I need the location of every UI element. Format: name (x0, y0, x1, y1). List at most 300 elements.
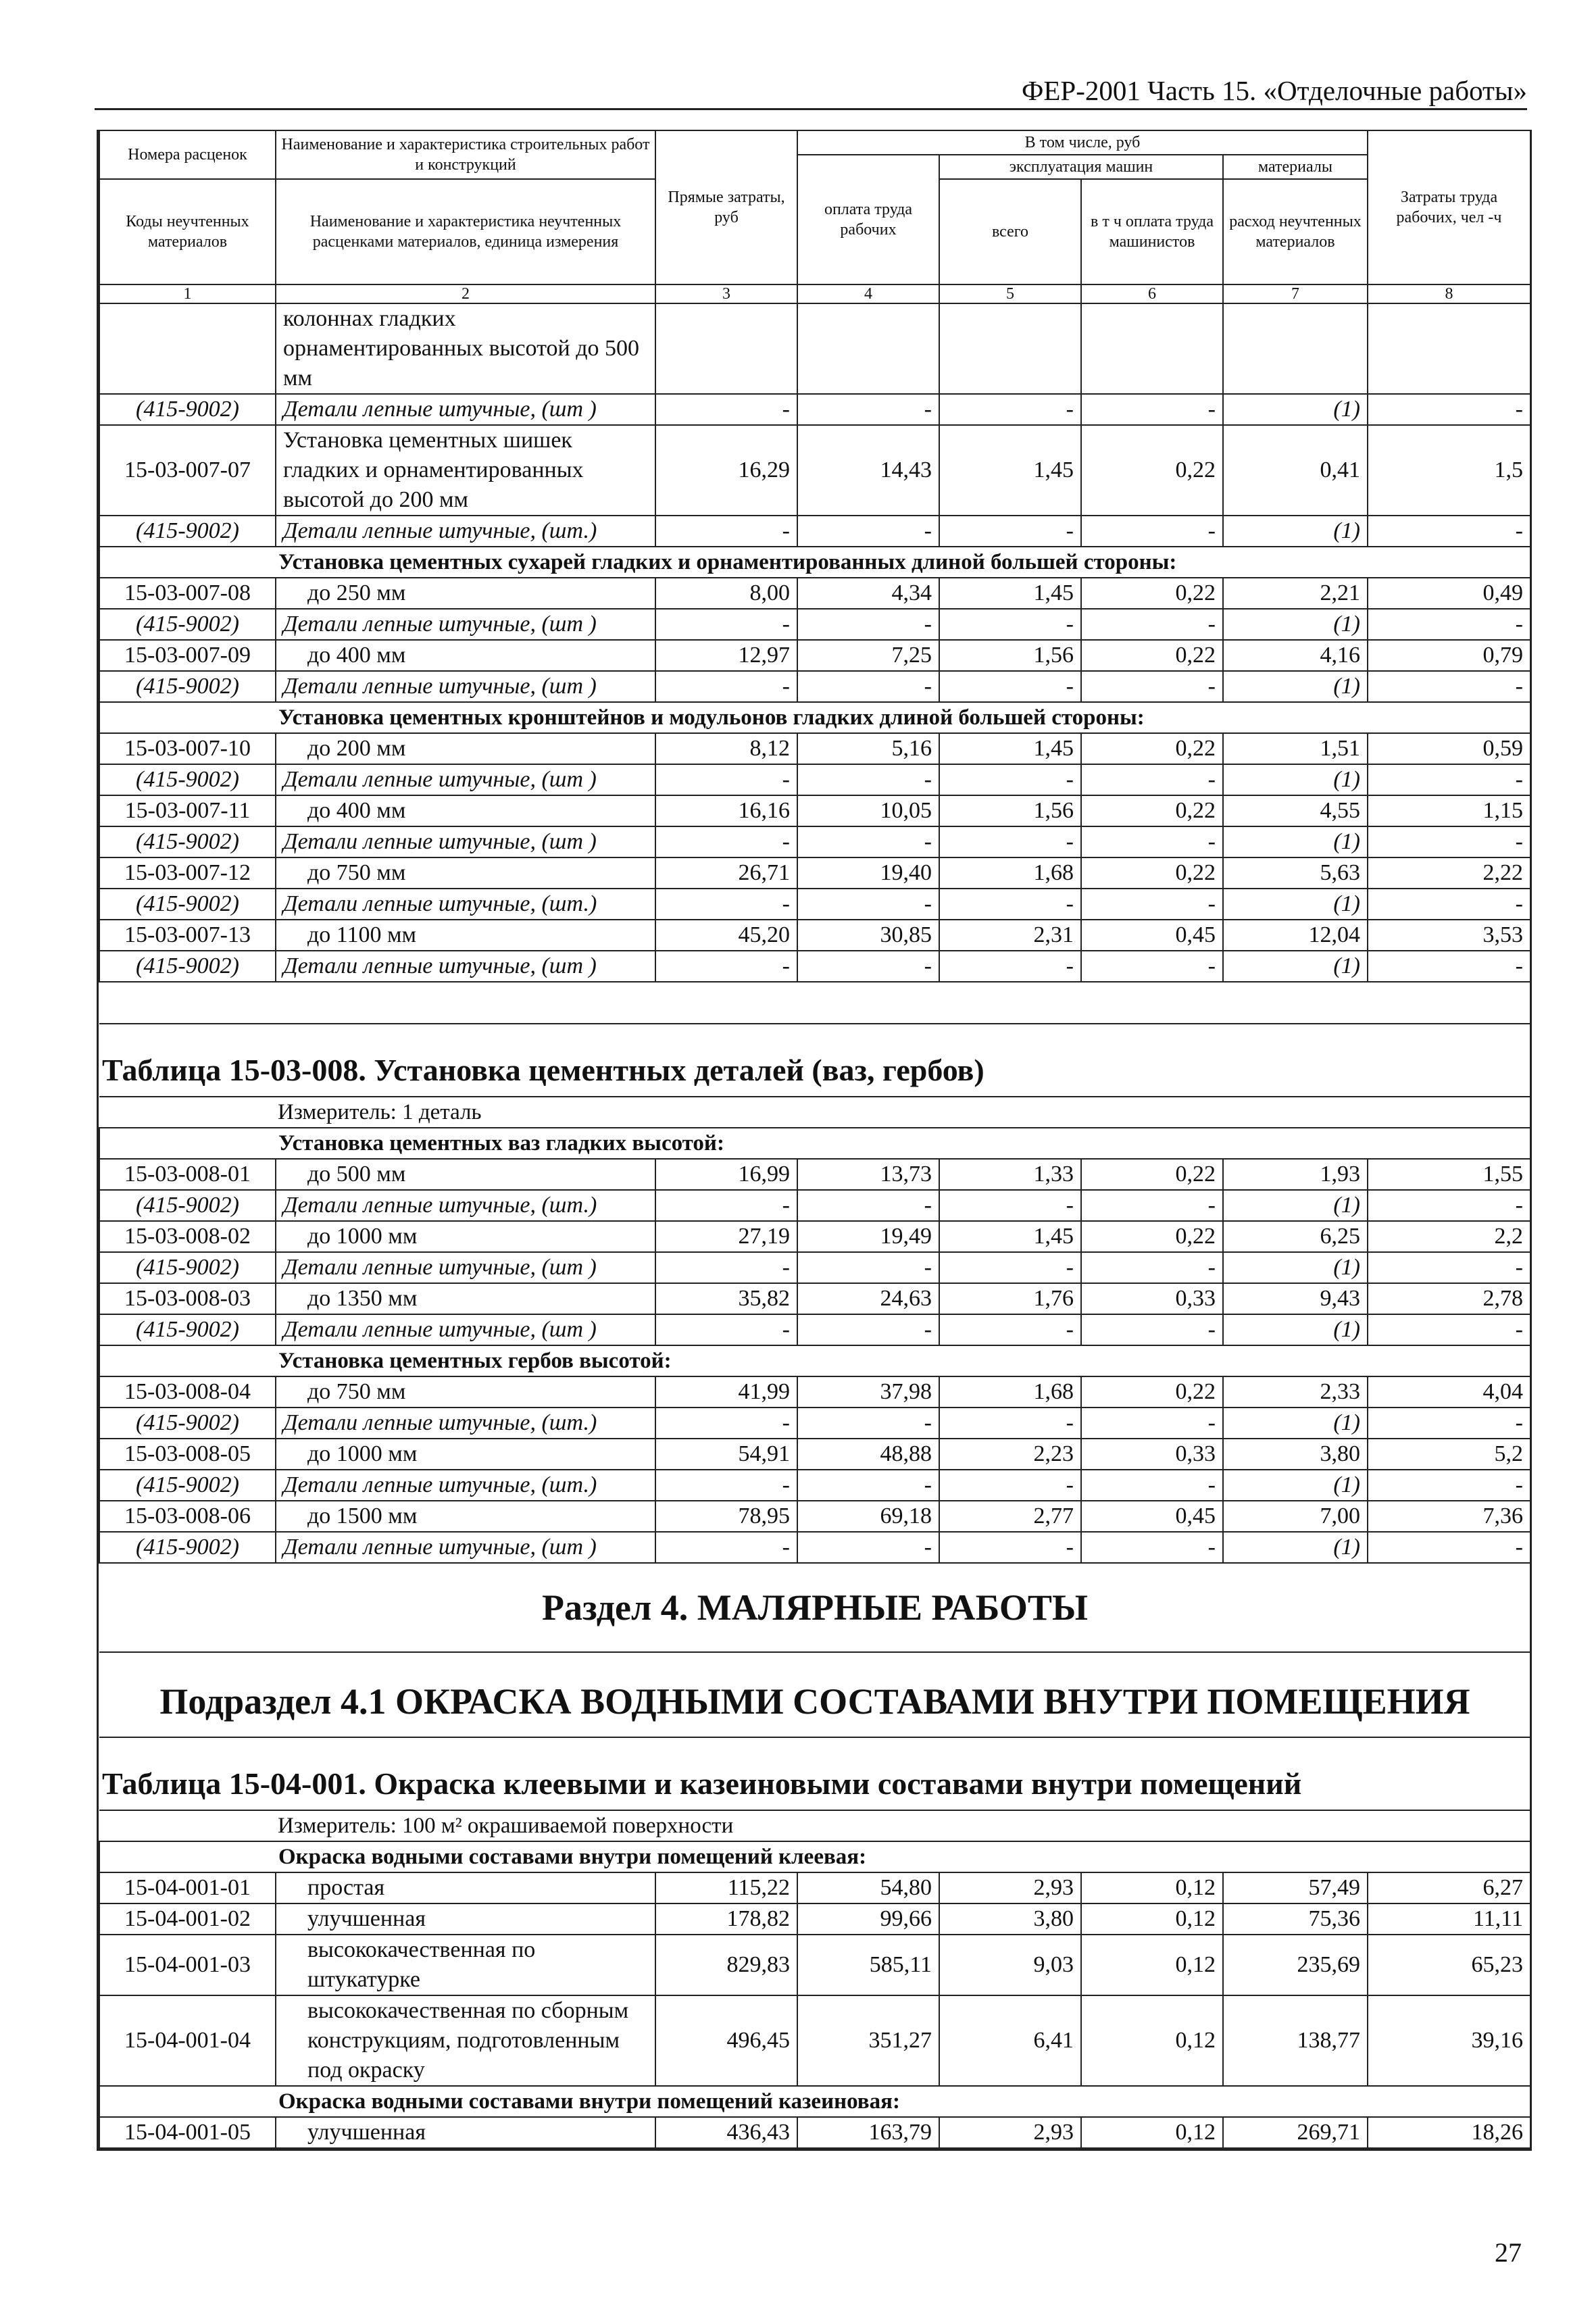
material-code-row (99, 1314, 1530, 1345)
code-cell: 15-03-008-01 (99, 1159, 276, 1190)
value-cell: 7,25 (797, 640, 939, 671)
value-cell: 48,88 (797, 1439, 939, 1470)
group-heading: Установка цементных гербов высотой: (99, 1345, 1530, 1376)
code-cell: 15-03-007-10 (99, 733, 276, 764)
page-number: 27 (1495, 2237, 1522, 2268)
value-cell: 10,05 (797, 795, 939, 826)
material-code-row (99, 1190, 1530, 1221)
value-cell: 0,12 (1081, 1935, 1223, 1995)
code-cell: 15-04-001-02 (99, 1903, 276, 1935)
name-cell: до 250 мм (276, 578, 655, 609)
value-cell: (1) (1223, 1314, 1368, 1345)
code-cell: (415-9002) (99, 951, 276, 982)
table-body (99, 303, 1530, 2148)
name-cell: Детали лепные штучные, (шт.) (276, 1190, 655, 1221)
value-cell: 9,03 (939, 1935, 1081, 1995)
value-cell (1368, 303, 1530, 394)
material-code-row (99, 764, 1530, 795)
value-cell: 115,22 (655, 1872, 797, 1903)
value-cell: - (655, 609, 797, 640)
value-cell: 19,49 (797, 1221, 939, 1252)
value-cell: - (1368, 951, 1530, 982)
name-cell: Детали лепные штучные, (шт.) (276, 889, 655, 920)
value-cell: 8,12 (655, 733, 797, 764)
value-cell: - (655, 951, 797, 982)
value-cell: - (1368, 516, 1530, 547)
value-cell: (1) (1223, 826, 1368, 857)
value-cell: (1) (1223, 609, 1368, 640)
value-cell: 0,22 (1081, 1221, 1223, 1252)
value-cell: 1,45 (939, 733, 1081, 764)
value-cell: - (655, 394, 797, 425)
value-cell: - (1368, 764, 1530, 795)
material-code-row (99, 1532, 1530, 1563)
value-cell: - (939, 951, 1081, 982)
value-cell: - (1081, 764, 1223, 795)
name-cell: высококачественная по штукатурке (276, 1935, 655, 1995)
value-cell: 585,11 (797, 1935, 939, 1995)
value-cell: 5,16 (797, 733, 939, 764)
value-cell: 1,76 (939, 1283, 1081, 1314)
col-number: 2 (276, 284, 655, 303)
rate-row (99, 1159, 1530, 1190)
value-cell: 54,91 (655, 1439, 797, 1470)
rate-row (99, 1935, 1530, 1995)
name-cell: до 500 мм (276, 1159, 655, 1190)
value-cell: 19,40 (797, 857, 939, 889)
value-cell: 24,63 (797, 1283, 939, 1314)
value-cell: 26,71 (655, 857, 797, 889)
rate-row (99, 1439, 1530, 1470)
group-heading-row (99, 702, 1530, 733)
value-cell: - (797, 889, 939, 920)
value-cell: 0,22 (1081, 733, 1223, 764)
value-cell: 269,71 (1223, 2117, 1368, 2148)
value-cell: 4,55 (1223, 795, 1368, 826)
value-cell: 2,2 (1368, 1221, 1530, 1252)
value-cell (797, 303, 939, 394)
material-code-row (99, 516, 1530, 547)
code-cell: (415-9002) (99, 1532, 276, 1563)
value-cell: 16,29 (655, 425, 797, 516)
col-name: Наименование и характеристика строительных работ и конструкций (276, 130, 655, 179)
name-cell: Детали лепные штучные, (шт ) (276, 671, 655, 702)
name-cell: до 750 мм (276, 1376, 655, 1408)
group-heading-row (99, 1128, 1530, 1159)
table-title-row (99, 1737, 1530, 1810)
rates-document (97, 130, 1532, 2151)
value-cell: 13,73 (797, 1159, 939, 1190)
name-cell: до 200 мм (276, 733, 655, 764)
value-cell: - (939, 826, 1081, 857)
name-cell: улучшенная (276, 1903, 655, 1935)
code-cell: 15-03-007-13 (99, 920, 276, 951)
value-cell: - (1368, 1470, 1530, 1501)
col-machines: эксплуатация машин (939, 155, 1223, 179)
col-number: 1 (99, 284, 276, 303)
value-cell: 1,15 (1368, 795, 1530, 826)
section-title: Раздел 4. МАЛЯРНЫЕ РАБОТЫ (99, 1563, 1530, 1652)
value-cell: - (939, 1190, 1081, 1221)
value-cell: 138,77 (1223, 1995, 1368, 2086)
name-cell: до 1000 мм (276, 1439, 655, 1470)
col-mach-wage: в т ч оплата труда машинистов (1081, 179, 1223, 284)
value-cell: - (939, 1408, 1081, 1439)
value-cell: - (939, 1532, 1081, 1563)
value-cell: 12,97 (655, 640, 797, 671)
value-cell: 1,45 (939, 425, 1081, 516)
value-cell: 1,55 (1368, 1159, 1530, 1190)
code-cell: 15-03-008-05 (99, 1439, 276, 1470)
measure-line-row (99, 1097, 1530, 1128)
value-cell: 0,12 (1081, 1872, 1223, 1903)
code-cell: (415-9002) (99, 516, 276, 547)
value-cell: 3,53 (1368, 920, 1530, 951)
value-cell: 1,68 (939, 857, 1081, 889)
value-cell: - (1368, 1252, 1530, 1283)
name-cell: колоннах гладких орнаментированных высотой до 500 мм (276, 303, 655, 394)
value-cell: 2,78 (1368, 1283, 1530, 1314)
col-number: 4 (797, 284, 939, 303)
value-cell: 69,18 (797, 1501, 939, 1532)
value-cell: - (797, 516, 939, 547)
code-cell: 15-03-007-07 (99, 425, 276, 516)
table-title-row (99, 1024, 1530, 1097)
value-cell: - (939, 516, 1081, 547)
value-cell: - (1368, 826, 1530, 857)
value-cell: - (939, 1470, 1081, 1501)
value-cell: - (797, 951, 939, 982)
code-cell: (415-9002) (99, 1190, 276, 1221)
value-cell: - (1081, 1314, 1223, 1345)
value-cell: 163,79 (797, 2117, 939, 2148)
value-cell: 0,79 (1368, 640, 1530, 671)
rate-row (99, 857, 1530, 889)
value-cell: - (1081, 951, 1223, 982)
value-cell: - (1368, 889, 1530, 920)
col-labor: Затраты труда рабочих, чел -ч (1368, 130, 1530, 284)
value-cell (655, 303, 797, 394)
value-cell: - (939, 609, 1081, 640)
name-cell: Детали лепные штучные, (шт ) (276, 951, 655, 982)
name-cell: до 1350 мм (276, 1283, 655, 1314)
value-cell: 1,45 (939, 1221, 1081, 1252)
value-cell: 1,56 (939, 640, 1081, 671)
col-direct: Прямые затраты, руб (655, 130, 797, 284)
value-cell: - (655, 516, 797, 547)
code-cell: (415-9002) (99, 609, 276, 640)
code-cell: (415-9002) (99, 1314, 276, 1345)
col-incl: В том числе, руб (797, 130, 1368, 155)
col-name-unacc: Наименование и характеристика неучтенных расценками материалов, единица измерения (276, 179, 655, 284)
value-cell (1223, 303, 1368, 394)
value-cell: - (1368, 1532, 1530, 1563)
value-cell: - (1368, 671, 1530, 702)
value-cell: - (655, 671, 797, 702)
value-cell: 0,22 (1081, 1376, 1223, 1408)
material-code-row (99, 609, 1530, 640)
name-cell: Детали лепные штучные, (шт.) (276, 516, 655, 547)
code-cell: 15-03-007-11 (99, 795, 276, 826)
value-cell: 1,51 (1223, 733, 1368, 764)
value-cell: 0,33 (1081, 1439, 1223, 1470)
col-mat-use: расход неучтенных материалов (1223, 179, 1368, 284)
value-cell: - (939, 394, 1081, 425)
value-cell: 0,59 (1368, 733, 1530, 764)
value-cell: 12,04 (1223, 920, 1368, 951)
col-codes: Коды неучтенных материалов (99, 179, 276, 284)
table-title: Таблица 15-03-008. Установка цементных деталей (ваз, гербов) (99, 1024, 1530, 1097)
measure-line: Измеритель: 100 м² окрашиваемой поверхности (99, 1810, 1530, 1841)
code-cell: 15-03-007-08 (99, 578, 276, 609)
value-cell: 0,12 (1081, 1995, 1223, 2086)
value-cell: 178,82 (655, 1903, 797, 1935)
rate-row (99, 1221, 1530, 1252)
spacer-row (99, 982, 1530, 1024)
value-cell: 0,22 (1081, 795, 1223, 826)
rate-row (99, 733, 1530, 764)
value-cell: 0,45 (1081, 920, 1223, 951)
value-cell: - (655, 1190, 797, 1221)
value-cell: - (655, 1532, 797, 1563)
value-cell: 7,00 (1223, 1501, 1368, 1532)
value-cell: 5,63 (1223, 857, 1368, 889)
name-cell: Детали лепные штучные, (шт ) (276, 394, 655, 425)
name-cell: Детали лепные штучные, (шт.) (276, 1408, 655, 1439)
material-code-row (99, 889, 1530, 920)
value-cell: 351,27 (797, 1995, 939, 2086)
code-cell: 15-03-008-04 (99, 1376, 276, 1408)
value-cell: 3,80 (939, 1903, 1081, 1935)
value-cell: - (939, 764, 1081, 795)
code-cell: (415-9002) (99, 764, 276, 795)
group-heading: Установка цементных сухарей гладких и орнаментированных длиной большей стороны: (99, 547, 1530, 578)
value-cell: 7,36 (1368, 1501, 1530, 1532)
value-cell: 35,82 (655, 1283, 797, 1314)
name-cell: Детали лепные штучные, (шт ) (276, 764, 655, 795)
code-cell: 15-03-008-06 (99, 1501, 276, 1532)
value-cell: - (797, 1252, 939, 1283)
name-cell: до 1500 мм (276, 1501, 655, 1532)
value-cell: (1) (1223, 951, 1368, 982)
value-cell: - (797, 1532, 939, 1563)
rate-row (99, 425, 1530, 516)
value-cell: 45,20 (655, 920, 797, 951)
value-cell: 4,16 (1223, 640, 1368, 671)
value-cell: - (1368, 1314, 1530, 1345)
material-code-row (99, 1408, 1530, 1439)
value-cell: 99,66 (797, 1903, 939, 1935)
group-heading: Окраска водными составами внутри помещений казеиновая: (99, 2086, 1530, 2117)
value-cell: - (1368, 1408, 1530, 1439)
code-cell: 15-03-008-02 (99, 1221, 276, 1252)
rate-row (99, 920, 1530, 951)
value-cell: 0,49 (1368, 578, 1530, 609)
code-cell: 15-04-001-01 (99, 1872, 276, 1903)
value-cell: (1) (1223, 889, 1368, 920)
value-cell: 8,00 (655, 578, 797, 609)
value-cell: 4,04 (1368, 1376, 1530, 1408)
value-cell: - (797, 1314, 939, 1345)
code-cell: (415-9002) (99, 394, 276, 425)
value-cell: - (939, 1314, 1081, 1345)
value-cell: - (797, 671, 939, 702)
name-cell: Детали лепные штучные, (шт ) (276, 609, 655, 640)
value-cell: - (1081, 1470, 1223, 1501)
material-code-row (99, 394, 1530, 425)
section-title-row (99, 1563, 1530, 1652)
value-cell: - (939, 1252, 1081, 1283)
value-cell: - (1081, 394, 1223, 425)
rate-row (99, 578, 1530, 609)
spacer-cell (99, 982, 1530, 1024)
value-cell (939, 303, 1081, 394)
value-cell: 1,56 (939, 795, 1081, 826)
value-cell: (1) (1223, 1408, 1368, 1439)
value-cell: 0,12 (1081, 1903, 1223, 1935)
running-header: ФЕР-2001 Часть 15. «Отделочные работы» (95, 73, 1527, 110)
value-cell: 57,49 (1223, 1872, 1368, 1903)
table-row (99, 303, 1530, 394)
value-cell: - (797, 764, 939, 795)
name-cell: до 1100 мм (276, 920, 655, 951)
value-cell: 0,22 (1081, 1159, 1223, 1190)
value-cell: 3,80 (1223, 1439, 1368, 1470)
value-cell: - (1081, 609, 1223, 640)
table-title: Таблица 15-04-001. Окраска клеевыми и казеиновыми составами внутри помещений (99, 1737, 1530, 1810)
name-cell: Детали лепные штучные, (шт ) (276, 826, 655, 857)
value-cell: 2,93 (939, 2117, 1081, 2148)
value-cell: - (1081, 1408, 1223, 1439)
value-cell: - (1081, 1252, 1223, 1283)
col-wage: оплата труда рабочих (797, 155, 939, 284)
name-cell: до 750 мм (276, 857, 655, 889)
value-cell: - (1368, 609, 1530, 640)
name-cell: Детали лепные штучные, (шт ) (276, 1314, 655, 1345)
value-cell: - (655, 1252, 797, 1283)
value-cell: 0,22 (1081, 857, 1223, 889)
value-cell: 2,77 (939, 1501, 1081, 1532)
value-cell: 496,45 (655, 1995, 797, 2086)
rate-row (99, 1872, 1530, 1903)
measure-line: Измеритель: 1 деталь (99, 1097, 1530, 1128)
value-cell: 41,99 (655, 1376, 797, 1408)
value-cell: (1) (1223, 394, 1368, 425)
value-cell: (1) (1223, 671, 1368, 702)
col-number: 6 (1081, 284, 1223, 303)
group-heading-row (99, 1841, 1530, 1872)
code-cell: (415-9002) (99, 889, 276, 920)
value-cell: (1) (1223, 1252, 1368, 1283)
value-cell: 9,43 (1223, 1283, 1368, 1314)
value-cell: - (1368, 1190, 1530, 1221)
rate-row (99, 1283, 1530, 1314)
rate-row (99, 2117, 1530, 2148)
value-cell: - (939, 671, 1081, 702)
name-cell: Детали лепные штучные, (шт ) (276, 1252, 655, 1283)
value-cell: - (939, 889, 1081, 920)
name-cell: высококачественная по сборным конструкциям, подготовленным под окраску (276, 1995, 655, 2086)
name-cell: улучшенная (276, 2117, 655, 2148)
value-cell: 65,23 (1368, 1935, 1530, 1995)
column-numbers-row (99, 284, 1530, 303)
value-cell: 0,33 (1081, 1283, 1223, 1314)
value-cell: - (655, 1470, 797, 1501)
value-cell: 0,22 (1081, 640, 1223, 671)
code-cell (99, 303, 276, 394)
value-cell: 1,93 (1223, 1159, 1368, 1190)
group-heading: Установка цементных ваз гладких высотой: (99, 1128, 1530, 1159)
value-cell: - (1081, 1532, 1223, 1563)
value-cell: (1) (1223, 516, 1368, 547)
value-cell: - (655, 764, 797, 795)
material-code-row (99, 1252, 1530, 1283)
value-cell: 829,83 (655, 1935, 797, 1995)
col-number: 3 (655, 284, 797, 303)
code-cell: (415-9002) (99, 826, 276, 857)
value-cell: 18,26 (1368, 2117, 1530, 2148)
rate-row (99, 1903, 1530, 1935)
material-code-row (99, 671, 1530, 702)
value-cell: 4,34 (797, 578, 939, 609)
measure-line-row (99, 1810, 1530, 1841)
value-cell: 37,98 (797, 1376, 939, 1408)
value-cell: 16,99 (655, 1159, 797, 1190)
value-cell: - (1081, 671, 1223, 702)
value-cell: - (655, 889, 797, 920)
value-cell: - (797, 1470, 939, 1501)
value-cell: - (655, 1408, 797, 1439)
name-cell: до 400 мм (276, 795, 655, 826)
value-cell (1081, 303, 1223, 394)
col-number: 7 (1223, 284, 1368, 303)
value-cell: 436,43 (655, 2117, 797, 2148)
value-cell: 235,69 (1223, 1935, 1368, 1995)
value-cell: 16,16 (655, 795, 797, 826)
col-number: 5 (939, 284, 1081, 303)
code-cell: 15-03-008-03 (99, 1283, 276, 1314)
code-cell: 15-03-007-09 (99, 640, 276, 671)
col-num-rates: Номера расценок (99, 130, 276, 179)
code-cell: (415-9002) (99, 1408, 276, 1439)
code-cell: 15-04-001-04 (99, 1995, 276, 2086)
value-cell: 6,27 (1368, 1872, 1530, 1903)
code-cell: 15-03-007-12 (99, 857, 276, 889)
material-code-row (99, 1470, 1530, 1501)
value-cell: 54,80 (797, 1872, 939, 1903)
name-cell: Детали лепные штучные, (шт ) (276, 1532, 655, 1563)
value-cell: - (1368, 394, 1530, 425)
value-cell: 0,22 (1081, 425, 1223, 516)
name-cell: до 1000 мм (276, 1221, 655, 1252)
subsection-title-row (99, 1652, 1530, 1737)
value-cell: 2,23 (939, 1439, 1081, 1470)
value-cell: 14,43 (797, 425, 939, 516)
rate-row (99, 640, 1530, 671)
value-cell: 2,22 (1368, 857, 1530, 889)
value-cell: (1) (1223, 764, 1368, 795)
rate-row (99, 1501, 1530, 1532)
value-cell: 1,5 (1368, 425, 1530, 516)
value-cell: - (1081, 516, 1223, 547)
value-cell: - (797, 826, 939, 857)
value-cell: 75,36 (1223, 1903, 1368, 1935)
rate-row (99, 795, 1530, 826)
value-cell: 0,45 (1081, 1501, 1223, 1532)
value-cell: - (1081, 826, 1223, 857)
value-cell: 1,33 (939, 1159, 1081, 1190)
group-heading-row (99, 2086, 1530, 2117)
